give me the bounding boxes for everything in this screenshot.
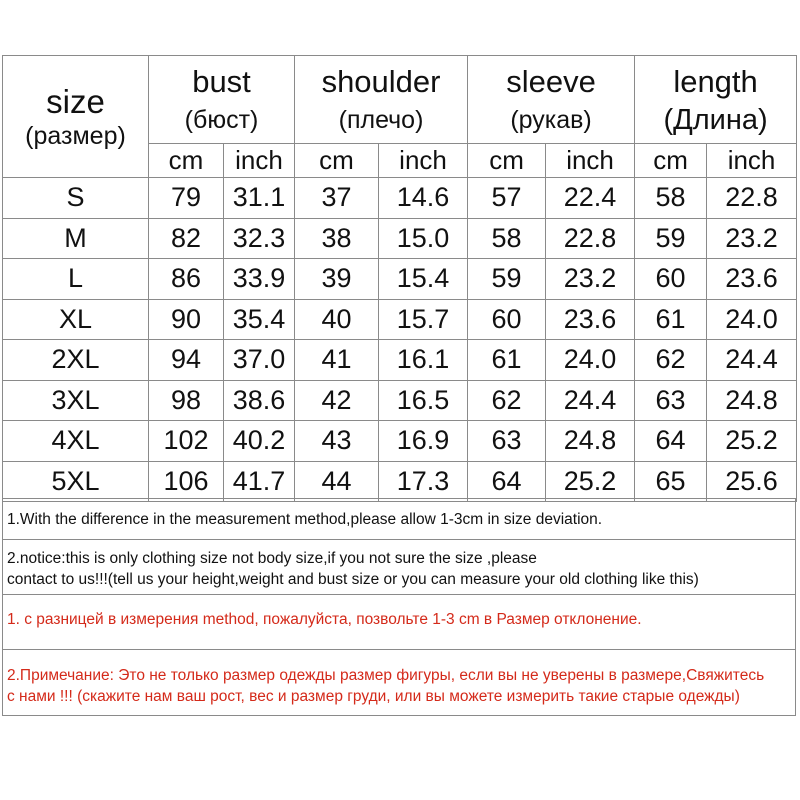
measurement-cell: 25.2 xyxy=(707,421,797,462)
unit-header: cm xyxy=(295,144,379,178)
measurement-cell: 90 xyxy=(149,299,224,340)
measurement-cell: 24.8 xyxy=(546,421,635,462)
measurement-cell: 60 xyxy=(635,259,707,300)
measurement-cell: 37.0 xyxy=(224,340,295,381)
measurement-cell: 43 xyxy=(295,421,379,462)
measurement-cell: 59 xyxy=(468,259,546,300)
unit-header: cm xyxy=(149,144,224,178)
length-header-ru: (Длина) xyxy=(663,103,768,136)
unit-header: inch xyxy=(546,144,635,178)
measurement-cell: 60 xyxy=(468,299,546,340)
measurement-cell: 57 xyxy=(468,178,546,219)
table-row xyxy=(3,421,797,462)
measurement-cell: 37 xyxy=(295,178,379,219)
length-header-en: length xyxy=(673,63,758,99)
measurement-cell: 25.6 xyxy=(707,461,797,502)
measurement-cell: 22.8 xyxy=(707,178,797,219)
measurement-cell: 64 xyxy=(635,421,707,462)
measurement-cell: 62 xyxy=(635,340,707,381)
note-clothing-size xyxy=(2,540,796,595)
measurement-cell: 16.1 xyxy=(379,340,468,381)
measurement-cell: 40 xyxy=(295,299,379,340)
table-row xyxy=(3,178,797,219)
table-row xyxy=(3,218,797,259)
measurement-cell: 22.4 xyxy=(546,178,635,219)
shoulder-header-en: shoulder xyxy=(321,63,441,99)
measurement-cell: 86 xyxy=(149,259,224,300)
table-row xyxy=(3,461,797,502)
note-text: 2.Примечание: Это не только размер одежды размер фигуры, если вы не уверены в размере,Свяжитесь xyxy=(7,667,765,684)
bust-header-ru: (бюст) xyxy=(184,105,259,134)
measurement-cell: 58 xyxy=(468,218,546,259)
note-text: 2.notice:this is only clothing size not body size,if you not sure the size ,please xyxy=(7,550,537,567)
size-label-cell: M xyxy=(3,218,149,259)
measurement-cell: 41.7 xyxy=(224,461,295,502)
measurement-cell: 15.7 xyxy=(379,299,468,340)
measurement-cell: 82 xyxy=(149,218,224,259)
measurement-cell: 38.6 xyxy=(224,380,295,421)
measurement-cell: 24.4 xyxy=(707,340,797,381)
note-measurement-deviation xyxy=(2,498,796,540)
measurement-cell: 16.9 xyxy=(379,421,468,462)
unit-header: inch xyxy=(707,144,797,178)
sleeve-header xyxy=(468,56,635,144)
shoulder-header xyxy=(295,56,468,144)
measurement-cell: 24.8 xyxy=(707,380,797,421)
shoulder-header-ru: (плечо) xyxy=(338,105,424,134)
size-label-cell: 3XL xyxy=(3,380,149,421)
sleeve-header-en: sleeve xyxy=(506,63,596,99)
note-text: 1.With the difference in the measurement method,please allow 1-3cm in size deviation. xyxy=(7,511,603,528)
bust-header-en: bust xyxy=(192,63,251,99)
bust-header xyxy=(149,56,295,144)
measurement-cell: 24.0 xyxy=(707,299,797,340)
measurement-cell: 14.6 xyxy=(379,178,468,219)
measurement-cell: 23.2 xyxy=(707,218,797,259)
measurement-cell: 23.6 xyxy=(546,299,635,340)
note-text: contact to us!!!(tell us your height,weight and bust size or you can measure your old clothing like this) xyxy=(7,571,699,588)
measurement-cell: 17.3 xyxy=(379,461,468,502)
table-row xyxy=(3,380,797,421)
measurement-cell: 15.4 xyxy=(379,259,468,300)
measurement-cell: 33.9 xyxy=(224,259,295,300)
size-header-en: size xyxy=(46,82,105,120)
size-label-cell: 4XL xyxy=(3,421,149,462)
measurement-cell: 32.3 xyxy=(224,218,295,259)
measurement-cell: 63 xyxy=(635,380,707,421)
measurement-cell: 106 xyxy=(149,461,224,502)
measurement-cell: 25.2 xyxy=(546,461,635,502)
table-row xyxy=(3,340,797,381)
unit-header: cm xyxy=(635,144,707,178)
measurement-cell: 15.0 xyxy=(379,218,468,259)
measurement-cell: 61 xyxy=(468,340,546,381)
measurement-cell: 16.5 xyxy=(379,380,468,421)
measurement-cell: 62 xyxy=(468,380,546,421)
table-row xyxy=(3,259,797,300)
table-row xyxy=(3,299,797,340)
length-header xyxy=(635,56,797,144)
sleeve-header-ru: (рукав) xyxy=(510,105,592,134)
measurement-cell: 22.8 xyxy=(546,218,635,259)
measurement-cell: 41 xyxy=(295,340,379,381)
measurement-cell: 79 xyxy=(149,178,224,219)
note-text: 1. с разницей в измерения method, пожалуйста, позвольте 1-3 cm в Размер отклонение. xyxy=(7,611,642,628)
size-label-cell: XL xyxy=(3,299,149,340)
size-label-cell: S xyxy=(3,178,149,219)
measurement-cell: 65 xyxy=(635,461,707,502)
size-header-ru: (размер) xyxy=(25,121,126,150)
measurement-cell: 98 xyxy=(149,380,224,421)
notes-section xyxy=(2,498,796,716)
measurement-cell: 102 xyxy=(149,421,224,462)
measurement-cell: 39 xyxy=(295,259,379,300)
measurement-cell: 31.1 xyxy=(224,178,295,219)
measurement-cell: 40.2 xyxy=(224,421,295,462)
measurement-cell: 61 xyxy=(635,299,707,340)
size-label-cell: L xyxy=(3,259,149,300)
measurement-cell: 42 xyxy=(295,380,379,421)
measurement-cell: 94 xyxy=(149,340,224,381)
size-chart-table xyxy=(2,55,797,502)
measurement-cell: 24.0 xyxy=(546,340,635,381)
unit-header: cm xyxy=(468,144,546,178)
unit-header: inch xyxy=(224,144,295,178)
measurement-cell: 38 xyxy=(295,218,379,259)
measurement-cell: 64 xyxy=(468,461,546,502)
note-measurement-deviation-ru xyxy=(2,595,796,650)
size-column-header xyxy=(3,56,149,178)
measurement-cell: 63 xyxy=(468,421,546,462)
measurement-cell: 24.4 xyxy=(546,380,635,421)
unit-header: inch xyxy=(379,144,468,178)
measurement-cell: 23.6 xyxy=(707,259,797,300)
note-text: с нами !!! (скажите нам ваш рост, вес и размер груди, или вы можете измерить такие старые одежды) xyxy=(7,688,740,705)
size-label-cell: 5XL xyxy=(3,461,149,502)
measurement-cell: 23.2 xyxy=(546,259,635,300)
measurement-cell: 35.4 xyxy=(224,299,295,340)
measurement-cell: 59 xyxy=(635,218,707,259)
note-clothing-size-ru xyxy=(2,650,796,716)
measurement-cell: 58 xyxy=(635,178,707,219)
size-label-cell: 2XL xyxy=(3,340,149,381)
measurement-cell: 44 xyxy=(295,461,379,502)
